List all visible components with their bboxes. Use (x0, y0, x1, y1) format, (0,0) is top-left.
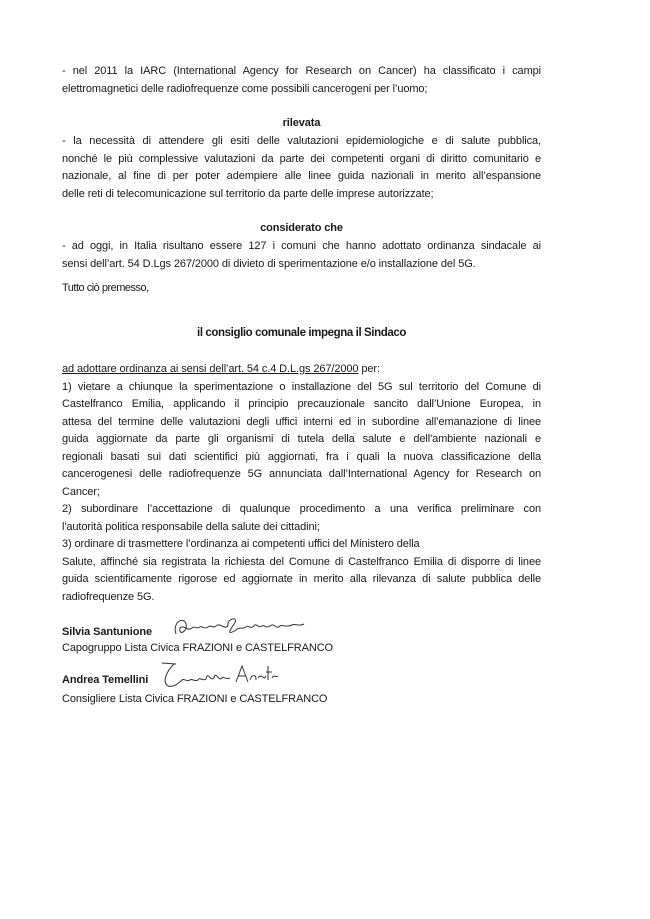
text-line: Salute, affinché sia registrata la richiesta del Comune di Castelfranco Emilia di disporre di linee (62, 555, 541, 568)
intro-line (62, 361, 541, 379)
heading-rilevata: rilevata (282, 117, 321, 129)
heading-considerato: considerato che (260, 222, 343, 234)
signature-temellini (158, 660, 278, 692)
premesso-text: Tutto ciò premesso, (62, 282, 149, 294)
text-line: radiofrequenze 5G. (62, 590, 155, 603)
text-line: - ad oggi, in Italia risultano essere 127 i comuni che hanno adottato ordinanza sindacale ai (62, 240, 541, 252)
text-line: l'autorità politica responsabile della salute dei cittadini; (62, 520, 320, 533)
text-line: - nel 2011 la IARC (International Agency for Research on Cancer) ha classificato i campi (62, 65, 541, 77)
intro-underlined: ad adottare ordinanza ai sensi dell’art. 54 c.4 D.L.gs 267/2000 (62, 363, 359, 375)
text-line: guida aggiornate da parte gli organismi di tutela della salute e dell'ambiente nazionali e (62, 433, 541, 445)
text-line: nazionale, al fine di per poter adempiere alle linee guida nazionali in merito all’espansione (62, 170, 541, 182)
intro-rest: per: (358, 363, 380, 375)
text-line: 1) vietare a chiunque la sperimentazione o installazione del 5G sul territorio del Comune di (62, 380, 541, 393)
text-line: regionali basati sui dati scientifici più aggiornati, fra i quali la nuova classificazione della (62, 450, 541, 463)
heading-impegna: il consiglio comunale impegna il Sindaco (197, 327, 406, 339)
text-line: Cancer; (62, 485, 100, 498)
text-line: sensi dell’art. 54 D.Lgs 267/2000 di divieto di sperimentazione e/o installazione del 5G. (62, 257, 476, 270)
signer-name: Andrea Temellini (62, 674, 149, 686)
text-line: delle reti di telecomunicazione sul territorio da parte delle imprese autorizzate; (62, 187, 434, 200)
text-line: cancerogenesi delle radiofrequenze 5G annunciata dall’International Agency for Research on (62, 468, 541, 480)
paragraph-considerato (62, 238, 541, 273)
signer-role: Capogruppo Lista Civica FRAZIONI e CASTELFRANCO (62, 641, 333, 654)
signer-role: Consigliere Lista Civica FRAZIONI e CASTELFRANCO (62, 692, 328, 705)
text-line: elettromagnetici delle radiofrequenze come possibili cancerogeni per l’uomo; (62, 82, 428, 95)
text-line: 2) subordinare l’accettazione di qualunque procedimento a una verifica preliminare con (62, 503, 541, 515)
text-line: - la necessità di attendere gli esiti delle valutazioni epidemiologiche e di salute pubblica, (62, 135, 541, 147)
signature-santunione (170, 614, 310, 642)
text-line: 3) ordinare di trasmettere l’ordinanza ai competenti uffici del Ministero della (62, 538, 420, 550)
signer-2 (62, 672, 541, 708)
text-line: Castelfranco Emilia, applicando il principio precauzionale sancito dall’Unione Europea, in (62, 398, 541, 410)
text-line: nonché le più complessive valutazioni da parte dei competenti organi di diritto comunitario e (62, 152, 541, 165)
text-line: guida scientificamente rigorose ed aggiornate in merito alla rilevanza di salute pubblica delle (62, 573, 541, 585)
ordinance-items (62, 379, 541, 607)
text-line: attesa del termine delle valutazioni degli uffici interni ed in subordine all’emanazione di linee (62, 415, 541, 428)
signer-name: Silvia Santunione (62, 626, 152, 638)
paragraph-rilevata (62, 133, 541, 203)
paragraph-iarc (62, 63, 541, 98)
